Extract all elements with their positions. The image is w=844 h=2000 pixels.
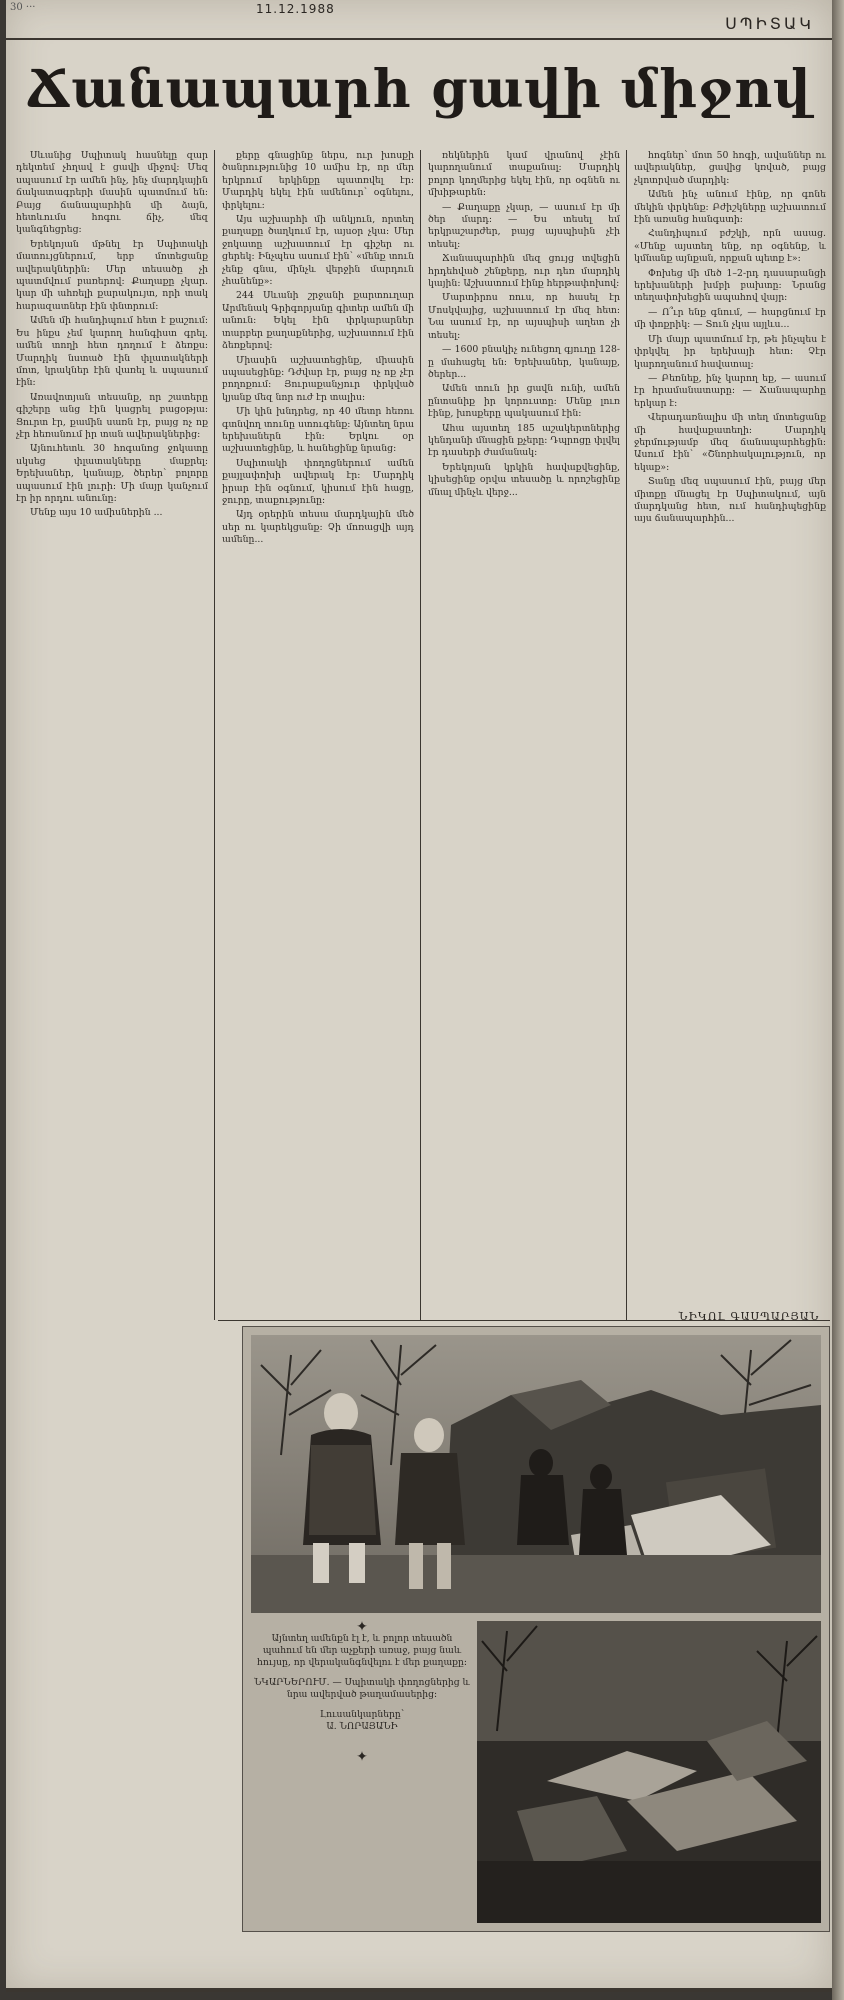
photo-caption [251,1621,473,1911]
masthead-date: 11.12.1988 [256,2,335,16]
paragraph: Առավոտյան տեսանք, որ շատերը գիշերը անց էին կացրել բացօթյա: Ցուրտ էր, քամին սառն էր, բայց ոչ ոք չէր հեռանում իր տան ավերակներից: [16,391,208,440]
paragraph: Ամեն տուն իր ցավն ունի, ամեն ընտանիք իր կորուստը: Մենք լուռ էինք, խոսքերը պակասում էին: [428,383,620,420]
star-icon: ✦ [356,1619,368,1635]
paragraph: Այս աշխարհի մի անկյուն, որտեղ քաղաքը ծաղկում էր, այսօր չկա: Մեր ջոկատը աշխատում էր գիշեր ու ցերեկ: Ինչպես ասում էին՝ «մենք տուն չենք գնա, մինչև վերջին մարդուն չհանենք»: [222,214,414,288]
paragraph: Սևանից Սպիտակ հասնելը զար դեկտեմ չհղավ է ցավի միջով: Մեզ սպասում էր ամեն ինչ, ինչ մարդկային ճակատագրերի մասին պատմում են: Բայց ճանապարհին մի ձայն, հետևումս հոգու ճիչ, մեզ կանգնեցրեց: [16,150,208,236]
paragraph: — 1600 բնակիչ ունեցող գյուղը 128-ը մահացել են: Երեխաներ, կանայք, ծերեր... [428,344,620,380]
paragraph: քերը գնացինք ներս, ուր խոսքի ծանրությունից 10 ամիս էր, որ մեր երկրում երկինքը պատռվել էր: Մարդիկ եկել էին ամենուր՝ օգնելու, փրկելու: [222,150,414,211]
column-divider [420,150,421,1320]
photo-destroyed-buildings-image [477,1621,821,1923]
article-column-3 [428,150,620,1314]
masthead-paper-name: ՍՊԻՏԱԿ [725,14,814,33]
masthead [6,0,832,40]
photo-block [242,1326,830,1932]
paragraph: Ճանապարհին մեզ ցույց տվեցին հրդեհված շենքերը, ուր դեռ մարդիկ կային: Աշխատում էինք հերթափոխով: [428,253,620,290]
paragraph: — Բեռնեք, ինչ կարող եք, — ասում էր հրամանատարը: — Ճանապարհը երկար է: [634,372,826,409]
paragraph: Տանը մեզ սպասում էին, բայց մեր միտքը մնացել էր Սպիտակում, այն մարդկանց հետ, ում հանդիպեցինք այս ճանապարհին... [634,476,826,525]
photo-ruins-people [251,1335,821,1613]
paragraph: Ահա այստեղ 185 աշակերտներից կենդանի մնացին քչերը: Դպրոցը փլվել էր դասերի ժամանակ: [428,422,620,459]
paragraph: Փոխեց մի մեծ 1–2-րդ դասարանցի երեխաների խմբի բախտը: Նրանց տեղափոխեցին ապահով վայր: [634,267,826,304]
caption-text: Այնտեղ ամենքն էլ է, և բոլոր տեսածն պահում են մեր աչքերի առաջ, բայց նաև հույսը, որ վերականգնվելու է մեր քաղաքը: [257,1633,467,1668]
column-divider [626,150,627,1320]
paragraph: 244 Սևանի շրջանի քարտուղար Արմենակ Գրիգորյանը գիտեր ամեն մի անուն: Եկել էին փրկարարներ տարբեր քաղաքներից, աշխատում էին ձեռքերով: [222,290,414,352]
paragraph: Այդ օրերին տեսա մարդկային մեծ սեր ու կարեկցանք: Չի մոռացվի այդ ամենը... [222,509,414,546]
paragraph: Սպիտակի փողոցներում ամեն քայլափոխի ավերակ էր: Մարդիկ իրար էին օգնում, կիսում էին հացը, ջուրը, տաքությունը: [222,457,414,506]
article-headline: Ճանապարհ ցավի միջով [26,59,812,120]
star-icon: ✦ [356,1749,368,1765]
paragraph: Միասին աշխատեցինք, միասին սպասեցինք: Դժվար էր, բայց ոչ ոք չէր բողոքում: Յուրաքանչյուր փրկված կյանք մեզ նոր ուժ էր տալիս: [222,354,414,403]
paragraph: ռեկներին կամ վրանով չէին կարողանում տաքանալ: Մարդիկ բոլոր կողմերից եկել էին, որ օգնեն ու մխիթարեն: [428,150,620,199]
paragraph: — Քաղաքը չկար, — ասում էր մի ծեր մարդ: — Ես տեսել եմ երկրաշարժեր, բայց այսպիսին չէի տեսել: [428,201,620,250]
paragraph: — Ո՞ւր ենք գնում, — հարցնում էր մի փոքրիկ: — Տուն չկա այլևս... [634,306,826,331]
photo-credit-label: Լուսանկարները՝ [319,1709,405,1720]
paragraph: Մարտիրոս ռուս, որ հասել էր Մոսկվայից, աշխատում էր մեզ հետ: Նա ասում էր, որ այսպիսի աղետ չի տեսել: [428,292,620,341]
newspaper-page [6,0,832,1992]
photo-ruins-people-image [251,1335,821,1613]
paragraph: Մի կին խնդրեց, որ 40 մետր հեռու գտնվող տունը ստուգենք: Այնտեղ նրա երեխաներն էին: Երկու օր աշխատեցինք, և հանեցինք նրանց: [222,406,414,455]
paragraph: Մենք այս 10 ամիսներին ... [30,507,163,519]
column-divider [214,150,215,1320]
caption-title: ՆԿԱՐՆԵՐՈՒՄ. — Սպիտակի փողոցներից և նրա ավերված թաղամասերից: [254,1677,470,1700]
bottom-rule [6,1988,832,1992]
article-column-4 [634,150,826,1302]
paragraph: Ամեն մի հանդիպում հետ է քաշում: Ես ինքս չեմ կարող հանգիստ գրել. ամեն տողի հետ դողում է ձեռքս: Մարդիկ նստած էին փլատակների մոտ, կրակներ էին վառել և սպասում էին: [16,315,208,389]
photo-credit-name: Ա. ՆՈՐԱՅԱՆԻ [326,1721,398,1732]
article-column-2 [222,150,414,1314]
paragraph: Երեկոյան մթնել էր Սպիտակի մատույցներում, երբ մոտեցանք ավերակներին: Մեր տեսածը չի պատմվում բառերով: Քաղաքը չկար. կար մի ահռելի քարակույտ, որի տակ հարազատներ էին փնտրում: [16,238,208,312]
paragraph: Ամեն ինչ անում էինք, որ գոնե մեկին փրկենք: Բժիշկները աշխատում էին առանց հանգստի: [634,189,826,226]
paragraph: Մի մայր պատմում էր, թե ինչպես է փրկվել իր երեխայի հետ: Չէր կարողանում հավատալ: [634,333,826,370]
paragraph: Հանդիպում բժշկի, որն ասաց. «Մենք այստեղ ենք, որ օգնենք, և կմնանք այնքան, որքան պետք է»: [634,228,826,265]
paragraph: Վերադառնալիս մի տեղ մոտեցանք մի հավաքատեղի: Մարդիկ ջերմությամբ մեզ ճանապարհեցին: Ասում էին՝ «Շնորհակալություն, որ եկաք»: [634,412,826,473]
adjacent-page-edge [832,0,844,2000]
paragraph: հոգներ՝ մոտ 50 հոգի, ավաններ ու ավերակներ, ցավից կռված, բայց չկոտրված մարդիկ: [634,150,826,186]
paragraph: Երեկոյան կրկին հավաքվեցինք, կիսեցինք օրվա տեսածը և որոշեցինք մնալ մինչև վերջ... [428,461,620,498]
masthead-page-number: 30 ··· [10,2,36,13]
paragraph: Այնուհետև 30 հոգանոց ջոկատը սկսեց փլատակները մաքրել: Երեխաներ, կանայք, ծերեր՝ բոլորը սպասում էին լուրի: Մի մայր կանչում էր իր որդու անունը: [16,443,208,504]
article-byline: ՆԻԿՈԼ ԳԱՍՊԱՐՅԱՆ [678,1310,820,1323]
photo-destroyed-buildings [477,1621,821,1923]
article-column-1 [16,150,208,1986]
